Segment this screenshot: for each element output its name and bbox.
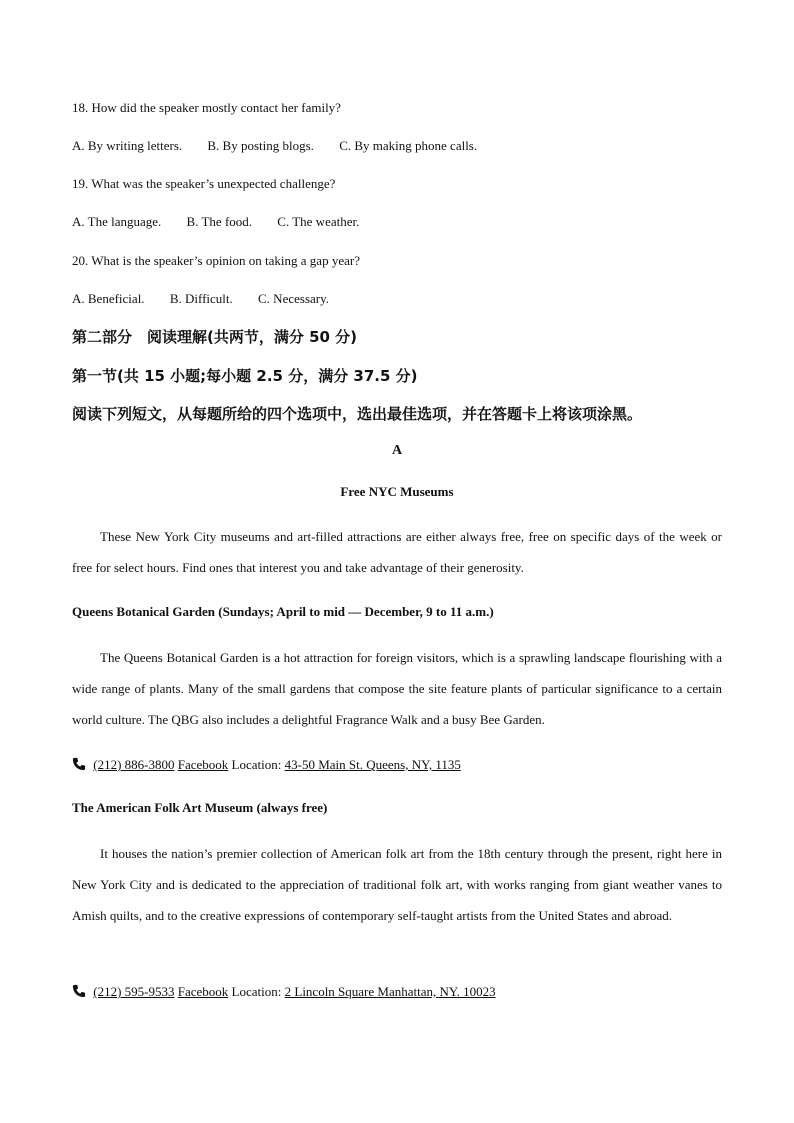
passage-letter: A	[391, 443, 403, 458]
option-c: C. Necessary.	[258, 291, 330, 306]
passage-intro: These New York City museums and art-filled attractions are either always free, free on specific days of the week or free for select hours. Find ones that interest you and take advantage of their generosity.	[72, 529, 722, 575]
phone-link[interactable]: (212) 595-9533	[93, 984, 175, 999]
phone-icon	[72, 757, 86, 771]
option-a: A. The language.	[72, 214, 162, 229]
section-part-heading: 第二部分 阅读理解(共两节，满分 50 分)	[72, 328, 358, 346]
phone-link[interactable]: (212) 886-3800	[93, 757, 175, 772]
phone-icon	[72, 984, 86, 998]
contact-line-queens	[72, 757, 461, 773]
option-c: C. By making phone calls.	[339, 138, 478, 153]
instruction-text: 阅读下列短文，从每题所给的四个选项中，选出最佳选项，并在答题卡上将该项涂黑。	[72, 405, 643, 423]
entry-heading-queens: Queens Botanical Garden (Sundays; April to mid — December, 9 to 11 a.m.)	[72, 604, 494, 619]
option-b: B. The food.	[186, 214, 253, 229]
facebook-link[interactable]: Facebook	[177, 757, 229, 772]
option-c: C. The weather.	[277, 214, 360, 229]
location-link[interactable]: 43-50 Main St. Queens, NY, 1135	[284, 757, 461, 772]
subsection-heading: 第一节(共 15 小题;每小题 2.5 分，满分 37.5 分)	[72, 367, 418, 385]
option-b: B. By posting blogs.	[207, 138, 314, 153]
question-19-options	[72, 214, 381, 230]
location-label: Location:	[231, 757, 282, 772]
facebook-link[interactable]: Facebook	[177, 984, 229, 999]
location-link[interactable]: 2 Lincoln Square Manhattan, NY. 10023	[284, 984, 496, 999]
option-a: A. By writing letters.	[72, 138, 183, 153]
question-19-stem: 19. What was the speaker’s unexpected challenge?	[72, 176, 336, 191]
question-20-stem: 20. What is the speaker’s opinion on taking a gap year?	[72, 253, 360, 268]
location-label: Location:	[231, 984, 282, 999]
option-a: A. Beneficial.	[72, 291, 145, 306]
contact-line-folk-art	[72, 984, 496, 1000]
passage-title: Free NYC Museums	[340, 484, 454, 499]
entry-body-folk-art: It houses the nation’s premier collection of American folk art from the 18th century through the present, right here in New York City and is dedicated to the appreciation of traditional folk art, with works ranging from giant weather vanes to Amish quilts, and to the creative expressions of contemporary self-taught artists from the United States and abroad.	[72, 846, 722, 923]
question-18-stem: 18. How did the speaker mostly contact her family?	[72, 100, 341, 115]
entry-heading-folk-art: The American Folk Art Museum (always free)	[72, 800, 328, 815]
option-b: B. Difficult.	[169, 291, 233, 306]
question-20-options	[72, 291, 351, 307]
question-18-options	[72, 138, 499, 154]
entry-body-queens: The Queens Botanical Garden is a hot attraction for foreign visitors, which is a sprawling landscape flourishing with a wide range of plants. Many of the small gardens that compose the site feature plants of particular significance to a certain world culture. The QBG also includes a delightful Fragrance Walk and a busy Bee Garden.	[72, 650, 722, 727]
